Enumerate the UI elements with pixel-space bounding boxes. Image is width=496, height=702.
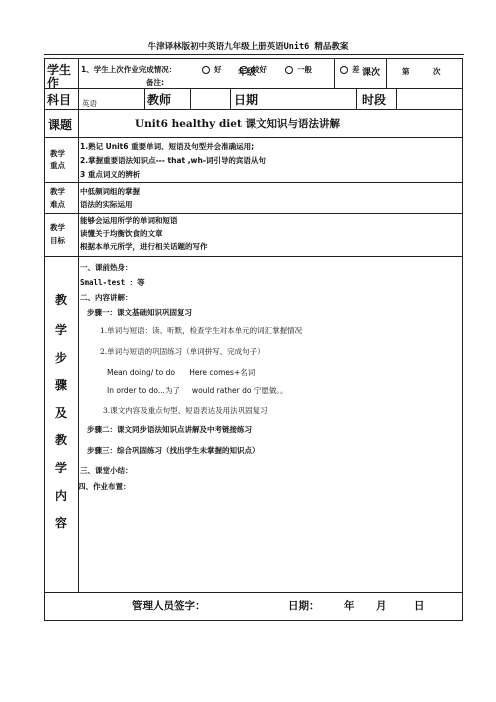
key-points-label-2: 重点 [50,161,65,170]
lesson-count-label: 课次 [362,68,381,78]
process-label-char: 步 [54,351,67,365]
date-label: 日期 [234,93,259,107]
student-label: 学生 [47,63,72,77]
subject-label: 科目 [47,93,72,107]
footer-year: 年 [344,600,355,612]
process-line: 步骤一：课文基础知识巩固复习 [87,308,192,317]
teacher-label: 教师 [147,93,172,107]
process-label-char: 教 [54,293,67,307]
process-label-char: 及 [54,406,67,420]
cell-divider [356,88,357,109]
remark-label: 备注: [146,78,164,87]
process-label-char: 教 [54,433,67,447]
cell-divider [230,88,231,109]
row-divider [44,592,463,593]
row-divider [44,256,463,257]
option-good[interactable]: 好 [202,64,222,75]
process-label-char: 内 [54,489,67,503]
option-better[interactable]: 较好 [240,64,267,75]
cell-divider [334,58,335,88]
process-label-char: 学 [54,461,67,475]
objectives-label: 教学 [50,223,65,232]
key-point-3: 3 重点词义的辨析 [80,170,141,179]
difficult-point-1: 中低频词组的掌握 [80,187,140,196]
process-label-char: 学 [54,323,67,337]
process-line: In order to do...为了 would rather do 宁愿做。。 [107,386,288,395]
key-point-2: 2.掌握重要语法知识点--- that ,wh-词引导的宾语从句 [80,156,266,165]
label-column-divider [78,58,79,592]
topic-label: 课题 [48,118,73,132]
difficult-point-2: 语法的实际运用 [80,200,133,209]
process-line: 2.单词与短语的巩固练习（单词拼写、完成句子） [100,347,265,356]
process-line: 3.课文内容及重点句型、短语表达及用法巩固复习 [103,406,268,415]
objectives-label-2: 目标 [50,236,65,245]
process-line: 一、课前热身： [80,263,133,272]
objective-2: 读懂关于均衡饮食的文章 [80,229,163,238]
student-label-2: 作 [47,76,60,90]
key-point-1: 1.熟记 Unit6 重要单词、短语及句型并会准确运用; [80,142,255,151]
title-rule [44,54,464,55]
process-line: Small-test ：等 [80,278,145,287]
footer-day: 日 [414,600,425,612]
footer-month: 月 [376,600,387,612]
topic-value: Unit6 healthy diet 课文知识与语法讲解 [135,118,340,130]
row-divider [44,109,463,110]
row-divider [44,213,463,214]
cell-divider [144,88,145,109]
process-label-char: 骤 [54,378,67,392]
lesson-unit: 次 [433,67,441,76]
process-line: 步骤二：课文同步语法知识点讲解及中考链接练习 [87,425,252,434]
lesson-nth: 第 [402,67,410,76]
process-line: 1.单词与短语：读、听默，检查学生对本单元的词汇掌握情况 [100,326,303,335]
row-divider [44,182,463,183]
grade-label: 年级 [238,68,257,78]
homework-label: 1、学生上次作业完成情况： [81,65,177,74]
option-normal[interactable]: 一般 [285,64,312,75]
document-title: 牛津译林版初中英语九年级上册英语Unit6 精品教案 [147,42,349,52]
option-bad[interactable]: 差 [340,64,360,75]
footer-date-label: 日期： [288,600,320,612]
signature-label: 管理人员签字： [132,600,206,612]
key-points-label: 教学 [50,149,65,158]
row-divider [44,137,463,138]
process-line: 三、课堂小结： [80,466,133,475]
radio-circle-icon [340,66,348,74]
radio-circle-icon [285,66,293,74]
period-label: 时段 [362,93,387,107]
process-line: 二、内容讲解： [80,293,133,302]
subject-value: 英语 [82,99,97,108]
process-line: 四、作业布置： [78,482,131,491]
process-line: Mean doing/ to do Here comes+名词 [107,368,256,377]
row-divider [44,88,463,89]
difficult-points-label-2: 难点 [50,200,65,209]
process-label-char: 容 [54,516,67,530]
cell-divider [190,88,191,109]
difficult-points-label: 教学 [50,187,65,196]
objective-3: 根据本单元所学，进行相关话题的写作 [80,242,208,251]
cell-divider [396,88,397,109]
cell-divider [386,58,387,88]
radio-circle-icon [202,66,210,74]
process-line: 步骤三：综合巩固练习（找出学生未掌握的知识点） [87,446,260,455]
objective-1: 能够会运用所学的单词和短语 [80,216,178,225]
